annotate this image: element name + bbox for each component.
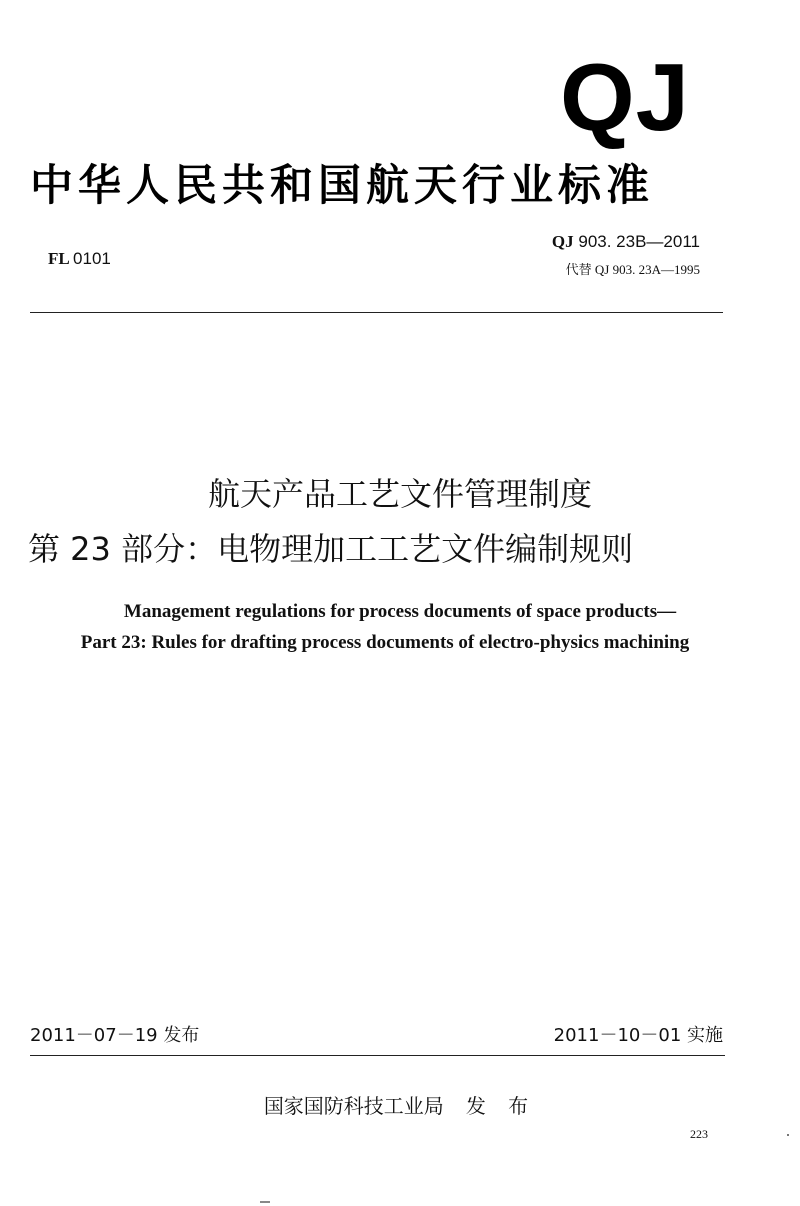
publisher-verb: 发 布 (465, 1094, 537, 1118)
publisher-line (0, 1090, 800, 1119)
issue-date: 2011－07－19 发布 (30, 1025, 200, 1046)
classification-code (48, 249, 111, 269)
classification-prefix: FL (48, 249, 69, 268)
header-divider (30, 312, 723, 313)
publisher-name: 国家国防科技工业局 (263, 1094, 444, 1118)
replaces-standard: 代替 QJ 903. 23A—1995 (565, 262, 700, 277)
classification-number: 0101 (73, 249, 111, 268)
standard-logo: QJ (559, 44, 690, 151)
page-number: 223 (690, 1127, 708, 1141)
implementation-date: 2011－10－01 实施 (553, 1025, 723, 1046)
title-english-line-2: Part 23: Rules for drafting process documents of electro-physics machining (80, 632, 690, 653)
title-english-line-1: Management regulations for process documents of space products— (123, 601, 677, 622)
scan-mark (787, 1134, 789, 1136)
title-chinese-line-1: 航天产品工艺文件管理制度 (207, 475, 592, 513)
scan-mark (260, 1201, 270, 1203)
standard-prefix: QJ (551, 232, 574, 251)
standard-number (470, 232, 700, 252)
industry-standard-title: 中华人民共和国航天行业标准 (30, 161, 654, 211)
footer-divider (30, 1055, 725, 1056)
title-chinese-line-2: 第 23 部分：电物理加工工艺文件编制规则 (28, 530, 634, 568)
standard-code: 903. 23B—2011 (578, 232, 700, 251)
